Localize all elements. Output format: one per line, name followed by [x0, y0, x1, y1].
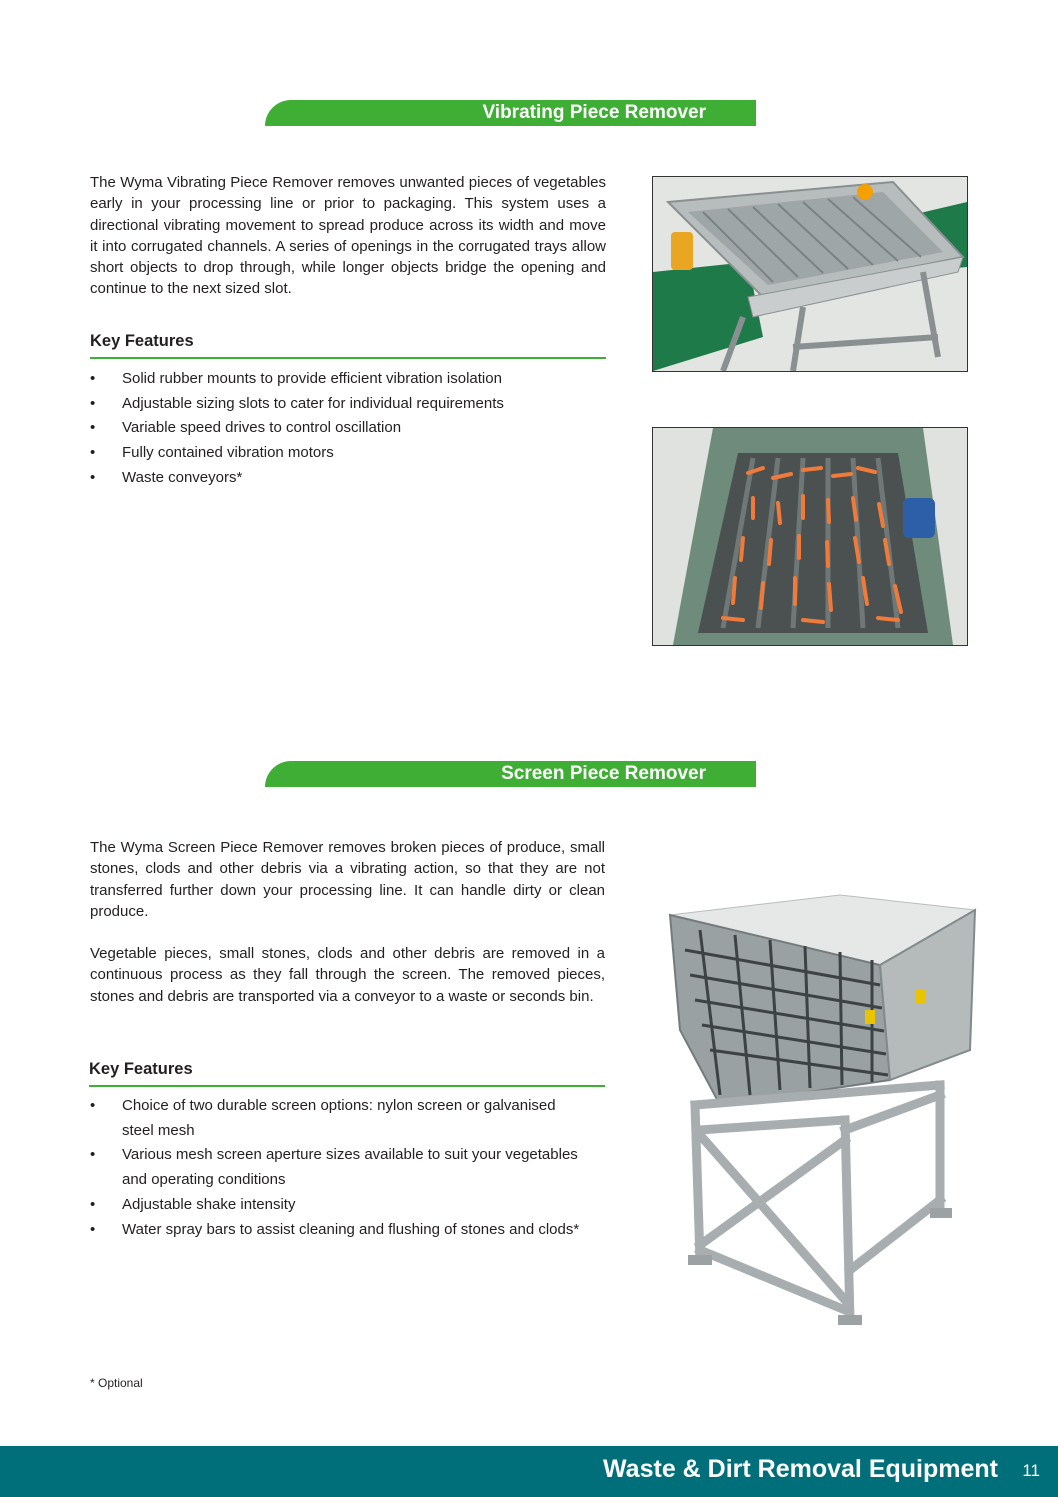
- machine-photo: [652, 176, 968, 372]
- footnote: * Optional: [90, 1376, 143, 1390]
- list-item: • Adjustable shake intensity: [90, 1193, 590, 1218]
- list-item: • Various mesh screen aperture sizes available to suit your vegetables and operating conditions: [90, 1143, 590, 1192]
- carrots-photo: [652, 427, 968, 646]
- list-item: • Fully contained vibration motors: [90, 441, 590, 466]
- feature-list: [90, 367, 590, 491]
- section-title: Vibrating Piece Remover: [482, 102, 706, 123]
- key-features-heading: Key Features: [90, 332, 606, 359]
- list-item: • Adjustable sizing slots to cater for individual requirements: [90, 392, 590, 417]
- section-description: The Wyma Vibrating Piece Remover removes unwanted pieces of vegetables early in your processing line or prior to packaging. This system uses a directional vibrating movement to spread produce across its width and move it into corrugated channels. A series of openings in the corrugated trays allow short objects to drop through, while longer objects bridge the opening and continue to the next sized slot.: [90, 174, 606, 298]
- page-number: 11: [1022, 1461, 1040, 1480]
- section-description: The Wyma Screen Piece Remover removes broken pieces of produce, small stones, clods and other debris via a vibrating action, so that they are not transferred further down your processing line. It can handle dirty or clean produce.: [90, 839, 605, 920]
- footer-title: Waste & Dirt Removal Equipment: [603, 1455, 998, 1483]
- feature-list: [90, 1094, 590, 1242]
- section-banner-vibrating: [265, 100, 756, 126]
- list-item: • Solid rubber mounts to provide efficient vibration isolation: [90, 367, 590, 392]
- footer-bar: [0, 1446, 1058, 1497]
- section-title: Screen Piece Remover: [501, 763, 706, 784]
- section-description-2: Vegetable pieces, small stones, clods and other debris are removed in a continuous process as they fall through the screen. The removed pieces, stones and debris are transported via a conveyor to a waste or seconds bin.: [90, 945, 605, 1005]
- list-item: • Choice of two durable screen options: nylon screen or galvanised steel mesh: [90, 1094, 590, 1143]
- list-item: • Waste conveyors*: [90, 466, 590, 491]
- screen-remover-photo: [640, 890, 980, 1335]
- section-banner-screen: [265, 761, 756, 787]
- key-features-heading: Key Features: [89, 1060, 605, 1087]
- list-item: • Water spray bars to assist cleaning and flushing of stones and clods*: [90, 1218, 590, 1243]
- list-item: • Variable speed drives to control oscillation: [90, 416, 590, 441]
